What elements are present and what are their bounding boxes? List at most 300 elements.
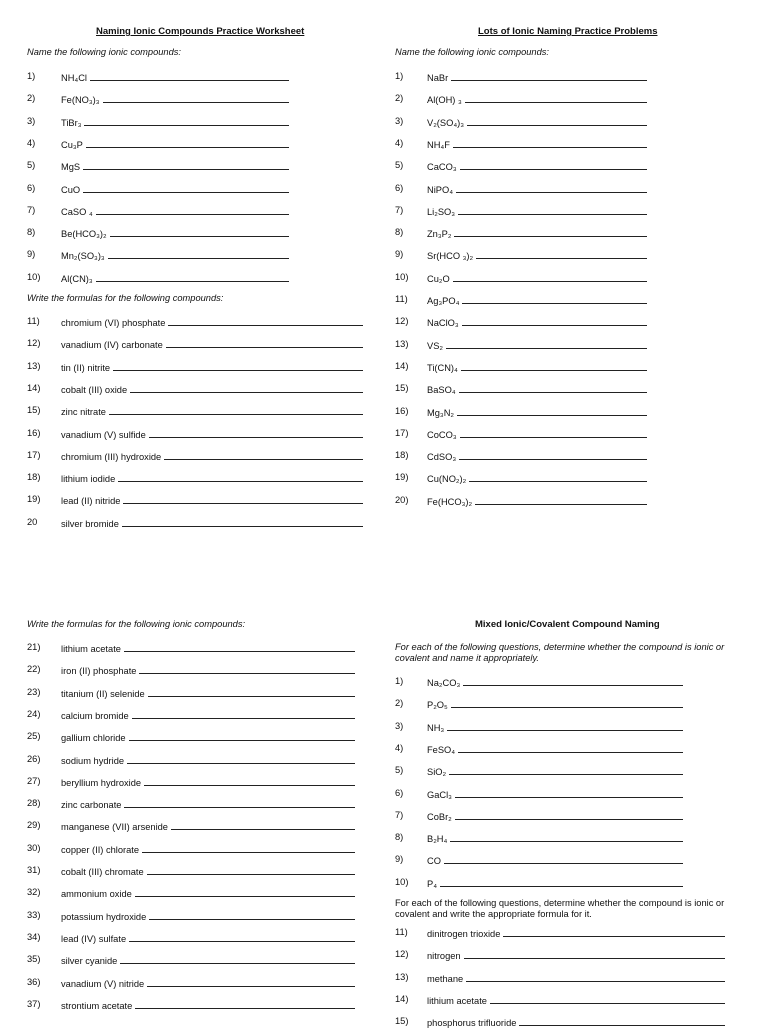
- answer-blank[interactable]: [461, 361, 647, 371]
- question-row: [395, 249, 650, 261]
- answer-blank[interactable]: [124, 798, 355, 808]
- question-item: [61, 932, 355, 944]
- answer-blank[interactable]: [149, 910, 355, 920]
- answer-blank[interactable]: [147, 977, 355, 987]
- answer-blank[interactable]: [120, 954, 355, 964]
- answer-blank[interactable]: [149, 428, 363, 438]
- answer-blank[interactable]: [124, 642, 355, 652]
- question-text: lithium acetate: [427, 995, 487, 1006]
- question-number: 35): [27, 954, 41, 965]
- question-number: 2): [27, 93, 36, 104]
- answer-blank[interactable]: [83, 160, 289, 170]
- question-item: [61, 731, 355, 743]
- question-row: [27, 731, 358, 743]
- question-row: [27, 272, 292, 284]
- question-text: P₂O₅: [427, 700, 448, 711]
- question-number: 33): [27, 909, 41, 920]
- section4-instruction2: For each of the following questions, determine whether the compound is ionic or covalent and write the appropriate formula for it.: [395, 898, 725, 919]
- question-number: 16): [27, 427, 41, 438]
- answer-blank[interactable]: [453, 272, 647, 282]
- question-item: [61, 776, 355, 788]
- answer-blank[interactable]: [83, 183, 289, 193]
- question-text: MgS: [61, 162, 81, 173]
- question-text: zinc carbonate: [61, 800, 122, 811]
- question-number: 14): [27, 382, 41, 393]
- question-text: Cu(NO₂)₂: [427, 474, 467, 485]
- question-number: 5): [395, 160, 404, 171]
- question-text: Al(CN)₃: [61, 273, 93, 284]
- question-row: [27, 887, 358, 899]
- answer-blank[interactable]: [96, 272, 289, 282]
- question-row: [395, 698, 686, 710]
- question-item: [61, 642, 355, 654]
- answer-blank[interactable]: [455, 788, 683, 798]
- answer-blank[interactable]: [458, 205, 647, 215]
- question-row: [395, 406, 650, 418]
- section1-instruction2: Write the formulas for the following compounds:: [27, 293, 224, 303]
- question-item: [61, 272, 289, 284]
- answer-blank[interactable]: [123, 494, 363, 504]
- question-number: 17): [27, 449, 41, 460]
- question-row: [395, 71, 650, 83]
- question-text: lead (II) nitride: [61, 496, 121, 507]
- answer-blank[interactable]: [108, 249, 289, 259]
- question-number: 23): [27, 686, 41, 697]
- question-row: [27, 472, 366, 484]
- answer-blank[interactable]: [129, 731, 355, 741]
- question-number: 2): [395, 93, 404, 104]
- question-number: 7): [395, 204, 404, 215]
- question-item: [61, 405, 363, 417]
- answer-blank[interactable]: [122, 517, 363, 527]
- question-number: 26): [27, 753, 41, 764]
- question-text: Zn₃P₂: [427, 229, 452, 240]
- question-row: [395, 765, 686, 777]
- question-row: [27, 517, 366, 529]
- answer-blank[interactable]: [135, 999, 355, 1009]
- question-text: cobalt (III) chromate: [61, 867, 144, 877]
- question-text: dinitrogen trioxide: [427, 929, 501, 939]
- question-number: 18): [395, 450, 409, 461]
- answer-blank[interactable]: [444, 854, 683, 864]
- answer-blank[interactable]: [113, 361, 363, 371]
- question-text: Li₂SO₃: [427, 206, 456, 217]
- question-row: [27, 338, 366, 350]
- answer-blank[interactable]: [148, 687, 355, 697]
- question-row: [395, 1016, 728, 1028]
- question-item: [61, 227, 289, 239]
- answer-blank[interactable]: [464, 949, 725, 959]
- question-number: 9): [395, 249, 404, 260]
- question-text: vanadium (IV) carbonate: [61, 340, 163, 351]
- answer-blank[interactable]: [460, 428, 647, 438]
- question-row: [27, 687, 358, 699]
- question-item: [61, 999, 355, 1011]
- question-row: [27, 843, 358, 855]
- answer-blank[interactable]: [440, 877, 683, 887]
- question-row: [27, 977, 358, 989]
- question-text: NH₃: [427, 722, 445, 733]
- question-row: [27, 450, 366, 462]
- question-item: [427, 765, 683, 777]
- answer-blank[interactable]: [130, 383, 363, 393]
- question-number: 19): [395, 472, 409, 483]
- question-text: titanium (II) selenide: [61, 688, 145, 699]
- question-row: [395, 183, 650, 195]
- question-row: [27, 776, 358, 788]
- question-item: [427, 116, 647, 128]
- section2-instruction: Name the following ionic compounds:: [395, 47, 549, 57]
- question-number: 16): [395, 405, 409, 416]
- question-text: SiO₂: [427, 767, 447, 778]
- question-number: 24): [27, 708, 41, 719]
- question-text: P₄: [427, 878, 437, 889]
- question-item: [427, 272, 647, 284]
- question-number: 31): [27, 865, 41, 875]
- question-item: [61, 709, 355, 721]
- question-item: [427, 160, 647, 172]
- question-item: [61, 754, 355, 766]
- question-text: Cu₂O: [427, 273, 450, 284]
- section4-title: Mixed Ionic/Covalent Compound Naming: [475, 619, 660, 630]
- question-row: [27, 910, 358, 922]
- question-text: manganese (VII) arsenide: [61, 822, 168, 833]
- question-item: [61, 316, 363, 328]
- question-number: 6): [395, 182, 404, 193]
- question-item: [61, 338, 363, 350]
- question-text: chromium (III) hydroxide: [61, 451, 162, 462]
- question-item: [61, 205, 289, 217]
- section1-instruction: Name the following ionic compounds:: [27, 47, 181, 57]
- question-row: [27, 93, 292, 105]
- answer-blank[interactable]: [463, 676, 683, 686]
- section2-title: Lots of Ionic Naming Practice Problems: [478, 26, 658, 37]
- question-item: [427, 972, 725, 984]
- question-row: [395, 877, 686, 889]
- question-row: [395, 227, 650, 239]
- answer-blank[interactable]: [147, 865, 355, 875]
- question-row: [27, 954, 358, 966]
- question-text: BaSO₄: [427, 385, 456, 396]
- answer-blank[interactable]: [451, 71, 647, 81]
- question-text: NH₄F: [427, 139, 450, 150]
- question-number: 27): [27, 775, 41, 786]
- answer-blank[interactable]: [450, 832, 683, 842]
- question-number: 12): [395, 316, 409, 327]
- question-row: [395, 116, 650, 128]
- answer-blank[interactable]: [467, 116, 647, 126]
- question-row: [27, 820, 358, 832]
- question-item: [61, 865, 355, 877]
- question-number: 29): [27, 820, 41, 831]
- answer-blank[interactable]: [462, 294, 647, 304]
- question-text: NH₄Cl: [61, 73, 88, 83]
- question-number: 1): [27, 71, 36, 81]
- question-item: [61, 517, 363, 529]
- question-item: [61, 977, 355, 989]
- question-row: [27, 664, 358, 676]
- question-row: [27, 428, 366, 440]
- question-number: 22): [27, 664, 41, 675]
- question-text: NiPO₄: [427, 184, 454, 195]
- question-number: 1): [395, 71, 404, 81]
- answer-blank[interactable]: [466, 972, 725, 982]
- question-row: [395, 205, 650, 217]
- question-text: calcium bromide: [61, 710, 129, 721]
- question-number: 37): [27, 998, 41, 1009]
- question-row: [27, 138, 292, 150]
- question-text: Ti(CN)₄: [427, 362, 458, 373]
- question-text: zinc nitrate: [61, 407, 106, 418]
- answer-blank[interactable]: [462, 316, 647, 326]
- question-number: 30): [27, 842, 41, 853]
- answer-blank[interactable]: [451, 698, 683, 708]
- question-number: 9): [395, 854, 404, 865]
- question-row: [395, 972, 728, 984]
- question-number: 14): [395, 993, 409, 1004]
- question-row: [395, 316, 650, 328]
- question-text: V₂(SO₄)₃: [427, 117, 465, 128]
- answer-blank[interactable]: [454, 227, 647, 237]
- question-row: [395, 810, 686, 822]
- question-item: [427, 698, 683, 710]
- answer-blank[interactable]: [132, 709, 355, 719]
- question-number: 28): [27, 798, 41, 809]
- question-row: [27, 116, 292, 128]
- question-text: Mg₃N₂: [427, 407, 455, 418]
- question-row: [395, 927, 728, 939]
- answer-blank[interactable]: [118, 472, 363, 482]
- question-text: CaSO ₄: [61, 206, 93, 217]
- question-item: [61, 138, 289, 150]
- question-row: [27, 754, 358, 766]
- question-text: B₂H₄: [427, 834, 448, 845]
- question-item: [427, 949, 725, 961]
- answer-blank[interactable]: [459, 450, 647, 460]
- question-item: [61, 954, 355, 966]
- question-number: 10): [395, 876, 409, 887]
- question-item: [427, 994, 725, 1006]
- question-number: 3): [27, 115, 36, 126]
- question-row: [27, 227, 292, 239]
- answer-blank[interactable]: [127, 754, 355, 764]
- question-text: iron (II) phosphate: [61, 666, 137, 677]
- question-number: 25): [27, 731, 41, 742]
- question-number: 18): [27, 472, 41, 483]
- question-row: [395, 93, 650, 105]
- question-number: 15): [395, 1016, 409, 1027]
- question-number: 14): [395, 360, 409, 371]
- question-text: VS₂: [427, 340, 444, 351]
- question-item: [61, 183, 289, 195]
- answer-blank[interactable]: [110, 227, 289, 237]
- question-number: 11): [395, 927, 408, 937]
- answer-blank[interactable]: [490, 994, 725, 1004]
- question-text: Be(HCO₃)₂: [61, 229, 107, 240]
- question-item: [427, 227, 647, 239]
- question-text: vanadium (V) sulfide: [61, 429, 146, 440]
- question-number: 12): [395, 949, 409, 960]
- question-text: CdSO₃: [427, 452, 457, 463]
- question-item: [427, 877, 683, 889]
- question-row: [27, 205, 292, 217]
- question-row: [395, 160, 650, 172]
- question-text: CuO: [61, 184, 81, 195]
- answer-blank[interactable]: [84, 116, 289, 126]
- answer-blank[interactable]: [86, 138, 289, 148]
- answer-blank[interactable]: [460, 160, 647, 170]
- question-row: [395, 361, 650, 373]
- answer-blank[interactable]: [458, 743, 683, 753]
- question-row: [27, 642, 358, 654]
- question-text: CO: [427, 856, 441, 867]
- answer-blank[interactable]: [457, 406, 647, 416]
- question-row: [27, 183, 292, 195]
- question-number: 20): [395, 494, 409, 505]
- question-text: CoBr₂: [427, 811, 452, 822]
- question-item: [61, 798, 355, 810]
- question-item: [61, 361, 363, 373]
- question-row: [395, 294, 650, 306]
- question-text: Fe(HCO₃)₂: [427, 496, 473, 507]
- question-row: [27, 932, 358, 944]
- answer-blank[interactable]: [109, 405, 363, 415]
- question-text: Fe(NO₃)₃: [61, 95, 100, 106]
- question-number: 13): [27, 360, 41, 371]
- question-row: [395, 450, 650, 462]
- answer-blank[interactable]: [103, 93, 289, 103]
- answer-blank[interactable]: [456, 183, 647, 193]
- question-item: [61, 428, 363, 440]
- answer-blank[interactable]: [453, 138, 647, 148]
- answer-blank[interactable]: [447, 721, 683, 731]
- question-item: [427, 406, 647, 418]
- question-item: [61, 116, 289, 128]
- answer-blank[interactable]: [476, 249, 647, 259]
- question-item: [427, 1016, 725, 1028]
- question-item: [427, 183, 647, 195]
- question-text: lithium acetate: [61, 644, 121, 654]
- question-number: 8): [395, 227, 404, 238]
- answer-blank[interactable]: [446, 339, 647, 349]
- answer-blank[interactable]: [469, 472, 647, 482]
- question-item: [427, 788, 683, 800]
- answer-blank[interactable]: [171, 820, 355, 830]
- question-text: lithium iodide: [61, 474, 116, 485]
- question-row: [395, 383, 650, 395]
- answer-blank[interactable]: [135, 887, 355, 897]
- question-item: [61, 71, 289, 83]
- question-text: Na₂CO₃: [427, 678, 461, 688]
- question-row: [27, 798, 358, 810]
- question-item: [61, 93, 289, 105]
- answer-blank[interactable]: [139, 664, 355, 674]
- question-row: [27, 865, 358, 877]
- question-item: [427, 205, 647, 217]
- question-item: [61, 687, 355, 699]
- question-number: 34): [27, 931, 41, 942]
- answer-blank[interactable]: [475, 495, 647, 505]
- answer-blank[interactable]: [168, 316, 363, 326]
- question-text: ammonium oxide: [61, 889, 132, 900]
- question-row: [395, 721, 686, 733]
- question-item: [61, 450, 363, 462]
- question-number: 6): [27, 182, 36, 193]
- answer-blank[interactable]: [166, 338, 363, 348]
- question-text: Cu₃P: [61, 139, 83, 150]
- question-item: [427, 428, 647, 440]
- question-item: [427, 676, 683, 688]
- question-item: [427, 495, 647, 507]
- question-row: [27, 361, 366, 373]
- question-number: 5): [27, 160, 36, 171]
- answer-blank[interactable]: [90, 71, 289, 81]
- question-item: [427, 294, 647, 306]
- question-row: [395, 138, 650, 150]
- question-text: lead (IV) sulfate: [61, 933, 127, 944]
- question-row: [395, 832, 686, 844]
- answer-blank[interactable]: [465, 93, 647, 103]
- section4-instruction: For each of the following questions, determine whether the compound is ionic or covalent and name it appropriately.: [395, 642, 725, 663]
- question-text: TiBr₃: [61, 117, 82, 128]
- question-item: [427, 832, 683, 844]
- question-number: 17): [395, 427, 409, 438]
- question-text: tin (II) nitrite: [61, 362, 111, 373]
- question-item: [61, 249, 289, 261]
- question-number: 2): [395, 698, 404, 709]
- question-item: [427, 854, 683, 866]
- answer-blank[interactable]: [519, 1016, 725, 1026]
- question-text: methane: [427, 973, 464, 984]
- question-row: [395, 743, 686, 755]
- question-row: [27, 249, 292, 261]
- answer-blank[interactable]: [96, 205, 289, 215]
- question-number: 12): [27, 338, 41, 349]
- question-text: NaClO₃: [427, 318, 459, 329]
- question-item: [427, 927, 725, 939]
- question-row: [27, 709, 358, 721]
- answer-blank[interactable]: [503, 927, 725, 937]
- question-number: 9): [27, 249, 36, 260]
- question-item: [427, 743, 683, 755]
- question-text: cobalt (III) oxide: [61, 384, 128, 395]
- question-text: Sr(HCO ₃)₂: [427, 251, 474, 262]
- question-item: [61, 664, 355, 676]
- question-row: [27, 999, 358, 1011]
- answer-blank[interactable]: [129, 932, 355, 942]
- answer-blank[interactable]: [455, 810, 683, 820]
- question-item: [61, 910, 355, 922]
- question-item: [427, 138, 647, 150]
- answer-blank[interactable]: [449, 765, 683, 775]
- answer-blank[interactable]: [459, 383, 647, 393]
- question-text: copper (II) chlorate: [61, 844, 140, 855]
- question-text: phosphorus trifluoride: [427, 1018, 517, 1028]
- question-number: 13): [395, 971, 409, 982]
- answer-blank[interactable]: [144, 776, 355, 786]
- question-number: 3): [395, 720, 404, 731]
- question-item: [61, 494, 363, 506]
- question-row: [27, 383, 366, 395]
- question-text: CoCO₃: [427, 429, 457, 440]
- question-number: 4): [395, 742, 404, 753]
- answer-blank[interactable]: [164, 450, 363, 460]
- question-row: [27, 494, 366, 506]
- question-number: 11): [27, 316, 40, 326]
- answer-blank[interactable]: [142, 843, 355, 853]
- question-row: [27, 405, 366, 417]
- question-number: 15): [27, 405, 41, 416]
